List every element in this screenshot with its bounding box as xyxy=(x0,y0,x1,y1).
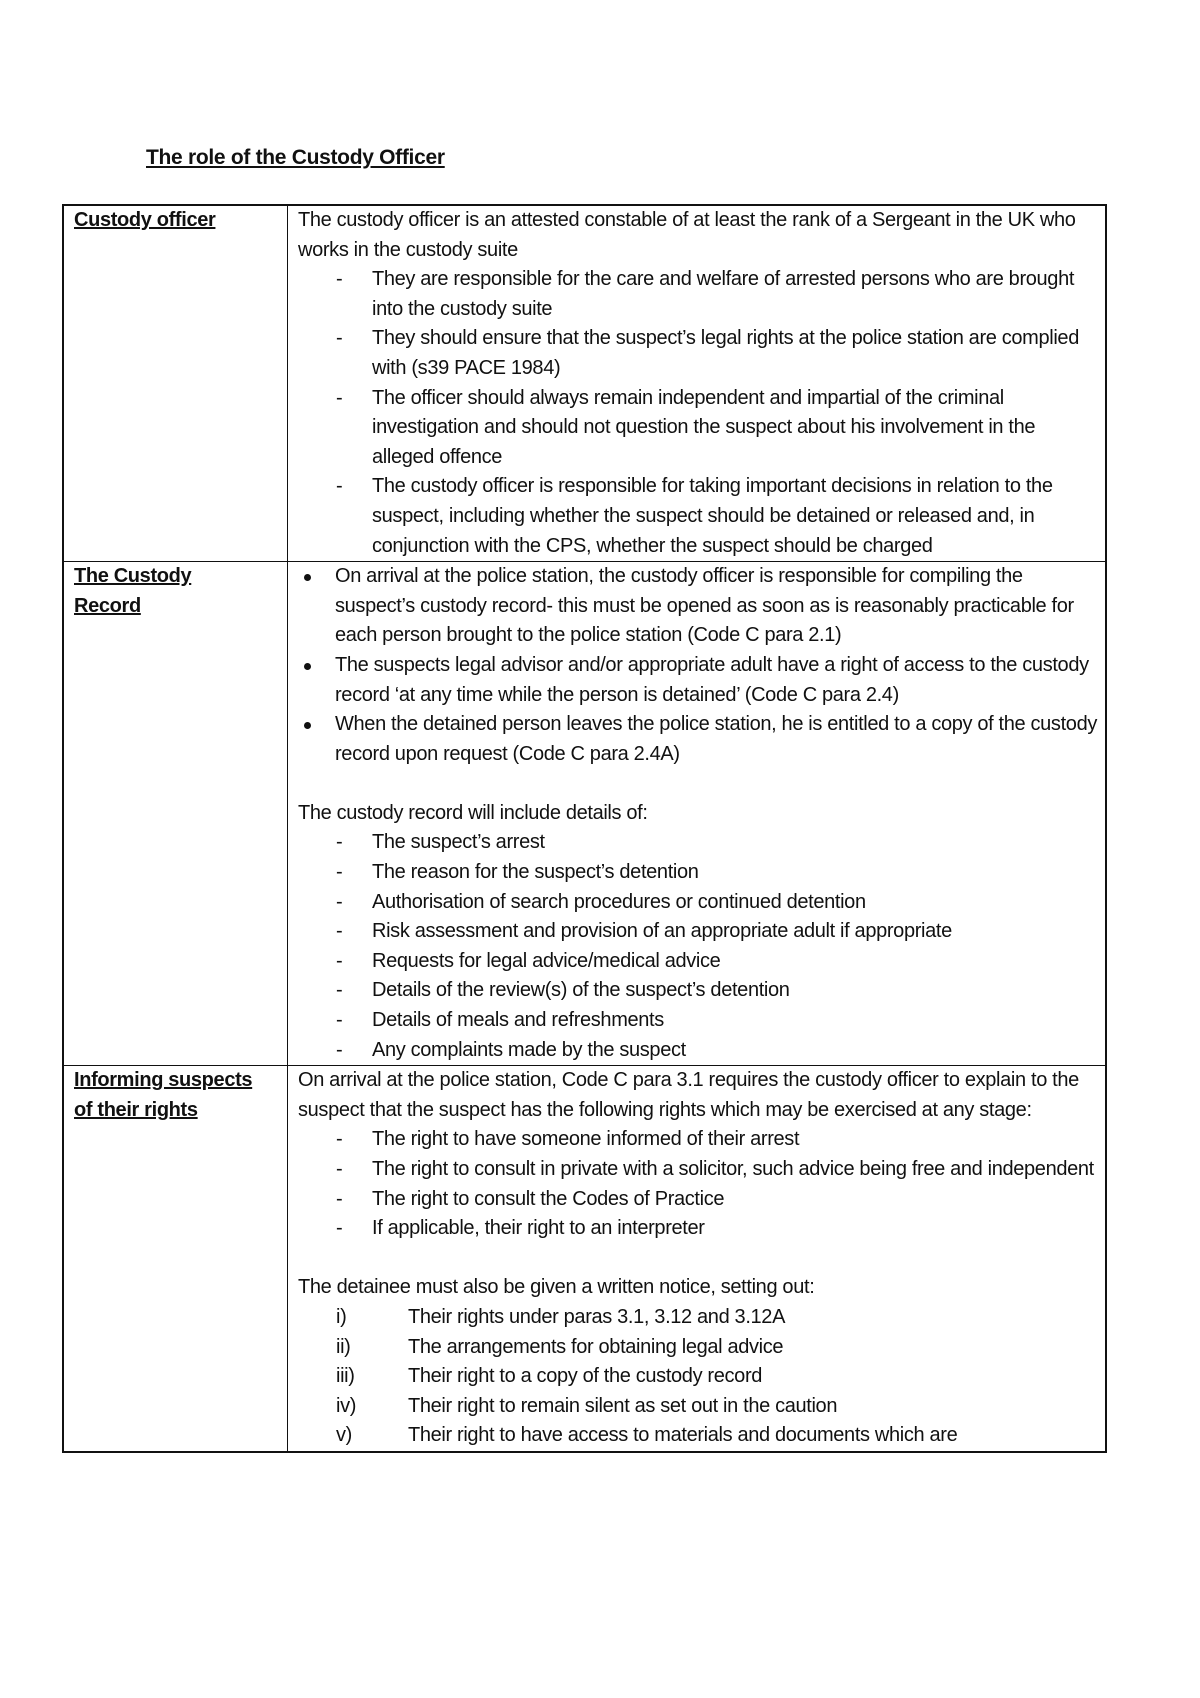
row-label-text: The Custody xyxy=(74,565,192,588)
list-item xyxy=(298,1036,1099,1066)
dash-marker: - xyxy=(336,831,343,854)
list-item-text: They should ensure that the suspect’s legal rights at the police station are complied with (s39 PACE 1984) xyxy=(372,327,1079,379)
dash-marker: - xyxy=(336,386,343,409)
list-item-text: Authorisation of search procedures or continued detention xyxy=(372,890,866,913)
dash-marker: - xyxy=(336,949,343,972)
list-item xyxy=(298,710,1099,769)
list-item-text: Their right to have access to materials and documents which are xyxy=(408,1424,958,1447)
list-item-text: Risk assessment and provision of an appropriate adult if appropriate xyxy=(372,920,952,943)
table-row xyxy=(63,205,1106,562)
list-item xyxy=(298,888,1099,918)
row-content-informing-rights xyxy=(288,1066,1107,1452)
list-item-text: Requests for legal advice/medical advice xyxy=(372,949,721,972)
list-item xyxy=(298,384,1099,473)
list-item-text: The reason for the suspect’s detention xyxy=(372,861,699,884)
bullet-list xyxy=(298,562,1099,769)
list-item xyxy=(298,324,1099,383)
list-item-text: Their right to remain silent as set out in the caution xyxy=(408,1394,838,1417)
notice-intro: The detainee must also be given a written notice, setting out: xyxy=(298,1276,815,1299)
list-item xyxy=(298,828,1099,858)
dash-marker: - xyxy=(336,1217,343,1240)
list-item xyxy=(298,1303,1099,1333)
dash-marker: - xyxy=(336,1187,343,1210)
list-item-text: If applicable, their right to an interpreter xyxy=(372,1217,705,1240)
list-item xyxy=(298,1421,1099,1451)
list-item-text: They are responsible for the care and welfare of arrested persons who are brought into the custody suite xyxy=(372,268,1075,320)
dash-marker: - xyxy=(336,1158,343,1180)
row-label-text: of their rights xyxy=(74,1098,198,1121)
list-item-text: Details of the review(s) of the suspect’s detention xyxy=(372,979,790,1002)
list-item-text: The arrangements for obtaining legal advice xyxy=(408,1335,784,1358)
list-item xyxy=(298,1125,1099,1155)
details-intro: The custody record will include details of: xyxy=(298,801,648,824)
list-number: ii) xyxy=(336,1335,351,1358)
dash-marker: - xyxy=(336,327,343,350)
dash-marker: - xyxy=(336,920,343,943)
list-item-text: The suspect’s arrest xyxy=(372,831,545,854)
list-item xyxy=(298,947,1099,977)
table-row xyxy=(63,562,1106,1066)
dash-marker: - xyxy=(336,1009,343,1032)
list-item xyxy=(298,1185,1099,1215)
list-item xyxy=(298,472,1099,561)
row-label-text: Record xyxy=(74,594,141,617)
list-item-text: The right to consult in private with a solicitor, such advice being free and independent xyxy=(372,1158,1094,1180)
intro-paragraph: On arrival at the police station, Code C para 3.1 requires the custody officer to explain to the suspect that the suspect has the following rights which may be exercised at any stage: xyxy=(298,1069,1079,1121)
list-item-text: Their right to a copy of the custody record xyxy=(408,1365,763,1388)
list-item xyxy=(298,1155,1099,1185)
numbered-list xyxy=(298,1303,1099,1451)
row-label-custody-officer xyxy=(63,205,288,562)
list-item xyxy=(298,651,1099,710)
row-label-text: Informing suspects xyxy=(74,1069,253,1092)
list-item xyxy=(298,1006,1099,1036)
dash-list xyxy=(298,828,1099,1065)
spacer xyxy=(298,769,1099,799)
bullet-icon xyxy=(304,663,311,670)
list-number: iv) xyxy=(336,1394,357,1417)
list-item-text: The custody officer is responsible for taking important decisions in relation to the suspect, including whether the suspect should be detained or released and, in conjunction with the CPS, whether the suspect should be charged xyxy=(372,475,1053,557)
dash-marker: - xyxy=(336,475,343,498)
list-item-text: The right to have someone informed of their arrest xyxy=(372,1128,800,1151)
list-item-text: Their rights under paras 3.1, 3.12 and 3.12A xyxy=(408,1305,786,1328)
list-item-text: Details of meals and refreshments xyxy=(372,1009,664,1032)
list-item-text: The right to consult the Codes of Practice xyxy=(372,1187,725,1210)
list-item xyxy=(298,858,1099,888)
bullet-icon xyxy=(304,574,311,581)
list-item xyxy=(298,1333,1099,1363)
list-item xyxy=(298,1392,1099,1422)
list-item-text: On arrival at the police station, the custody officer is responsible for compiling the suspect’s custody record- this must be opened as soon as is reasonably practicable for each person brought to the police station (Code C para 2.1) xyxy=(335,565,1074,647)
list-item-text: When the detained person leaves the police station, he is entitled to a copy of the custody record upon request (Code C para 2.4A) xyxy=(335,713,1097,765)
list-number: v) xyxy=(336,1424,352,1447)
dash-list xyxy=(298,1125,1099,1243)
list-item xyxy=(298,1362,1099,1392)
dash-marker: - xyxy=(336,1128,343,1151)
dash-marker: - xyxy=(336,890,343,913)
list-item-text: Any complaints made by the suspect xyxy=(372,1038,686,1061)
row-label-custody-record xyxy=(63,562,288,1066)
table-row xyxy=(63,1066,1106,1452)
dash-marker: - xyxy=(336,979,343,1002)
list-item xyxy=(298,265,1099,324)
dash-list xyxy=(298,265,1099,561)
list-item-text: The suspects legal advisor and/or appropriate adult have a right of access to the custody record ‘at any time while the person is detained’ (Code C para 2.4) xyxy=(335,653,1089,706)
list-item xyxy=(298,976,1099,1006)
list-number: i) xyxy=(336,1305,347,1328)
dash-marker: - xyxy=(336,861,343,884)
list-item xyxy=(298,562,1099,651)
custody-officer-table xyxy=(62,204,1107,1453)
row-content-custody-officer xyxy=(288,205,1107,562)
list-number: iii) xyxy=(336,1365,355,1388)
page-title: The role of the Custody Officer xyxy=(146,146,445,169)
list-item xyxy=(298,917,1099,947)
intro-paragraph: The custody officer is an attested constable of at least the rank of a Sergeant in the UK who works in the custody suite xyxy=(298,209,1076,261)
dash-marker: - xyxy=(336,268,343,291)
row-label-text: Custody officer xyxy=(74,209,216,231)
dash-marker: - xyxy=(336,1038,343,1061)
spacer xyxy=(298,1244,1099,1274)
list-item-text: The officer should always remain independent and impartial of the criminal investigation and should not question the suspect about his involvement in the alleged offence xyxy=(372,386,1036,468)
bullet-icon xyxy=(304,722,311,729)
list-item xyxy=(298,1214,1099,1244)
row-content-custody-record xyxy=(288,562,1107,1066)
row-label-informing-rights xyxy=(63,1066,288,1452)
